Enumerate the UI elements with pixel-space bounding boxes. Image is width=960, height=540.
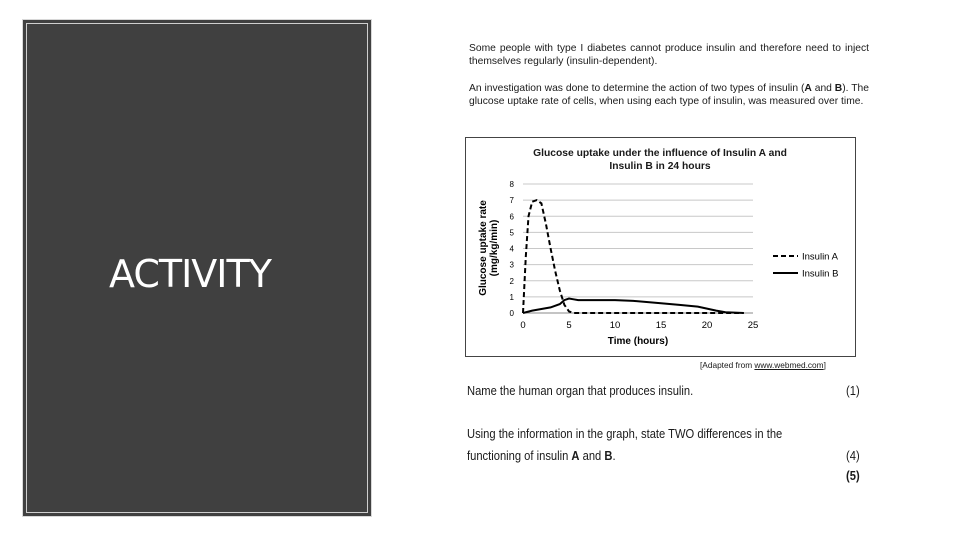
activity-panel <box>22 19 372 517</box>
source-link[interactable]: www.webmed.com <box>754 360 824 370</box>
y-tick-label-3: 3 <box>509 260 514 270</box>
intro-paragraph: Some people with type I diabetes cannot produce insulin and therefore need to inject themselves regularly (insulin-dependent). <box>469 43 869 67</box>
chart-title: Glucose uptake under the influence of Insulin A and Insulin B in 24 hours <box>533 148 787 172</box>
x-tick-label-20: 20 <box>701 320 713 331</box>
y-tick-label-2: 2 <box>509 276 514 286</box>
legend-label-insulin-b: Insulin B <box>802 268 839 280</box>
x-tick-label-5: 5 <box>566 320 572 331</box>
question-2-line2: functioning of insulin A and B. <box>467 448 616 463</box>
investigation-paragraph: An investigation was done to determine the action of two types of insulin (A and B). The glucose uptake rate of cells, when using each type of insulin, was measured over time. <box>469 83 869 107</box>
y-axis-label-line1: Glucose uptake rate <box>478 200 489 296</box>
question-1: Name the human organ that produces insulin. <box>467 383 694 398</box>
y-tick-label-0: 0 <box>509 309 514 318</box>
y-axis-label-line2: (mg/kg/min) <box>489 219 500 277</box>
x-tick-label-0: 0 <box>520 320 526 331</box>
y-tick-label-4: 4 <box>509 244 514 254</box>
question-2-mark: (4) <box>846 448 860 463</box>
y-tick-label-7: 7 <box>509 196 514 206</box>
x-axis-label: Time (hours) <box>607 336 669 347</box>
y-tick-label-5: 5 <box>509 228 514 238</box>
y-tick-label-6: 6 <box>509 212 514 222</box>
x-tick-label-25: 25 <box>747 320 759 331</box>
activity-title: ACTIVITY <box>109 252 271 296</box>
x-tick-label-15: 15 <box>655 320 667 331</box>
question-1-mark: (1) <box>846 383 860 398</box>
y-tick-label-1: 1 <box>509 292 514 302</box>
legend-label-insulin-a: Insulin A <box>802 251 838 263</box>
x-tick-label-10: 10 <box>609 320 621 331</box>
total-mark: (5) <box>846 468 860 483</box>
question-2-line1: Using the information in the graph, state TWO differences in the <box>467 426 783 441</box>
y-tick-label-8: 8 <box>509 180 514 189</box>
source-citation: [Adapted from www.webmed.com] <box>700 360 826 370</box>
